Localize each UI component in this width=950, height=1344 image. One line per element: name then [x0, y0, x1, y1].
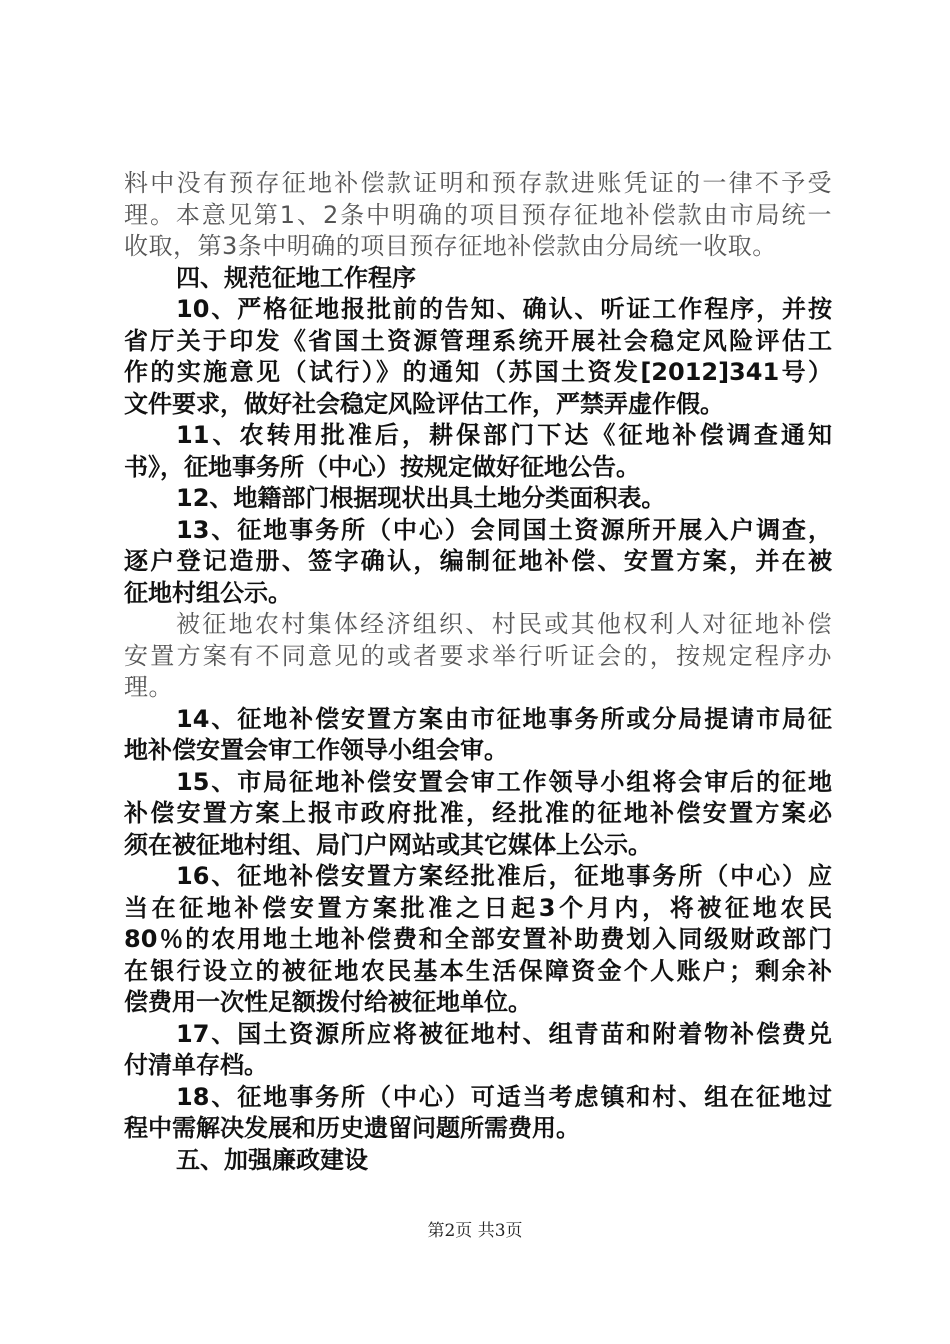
text-line: 料中没有预存征地补偿款证明和预存款进账凭证的一律不予受 — [124, 169, 832, 197]
text-line: 程中需解决发展和历史遗留问题所需费用。 — [124, 1114, 580, 1142]
text-line: 16、征地补偿安置方案经批准后，征地事务所（中心）应 — [176, 862, 832, 890]
text-line: 付清单存档。 — [124, 1051, 268, 1079]
text-line: 14、征地补偿安置方案由市征地事务所或分局提请市局征 — [176, 704, 832, 733]
text-line: 11、农转用批准后，耕保部门下达《征地补偿调查通知 — [176, 421, 832, 449]
text-line: 10、严格征地报批前的告知、确认、听证工作程序，并按 — [176, 295, 832, 323]
page-footer: 第2页 共3页 — [427, 1221, 523, 1241]
document-body — [124, 168, 832, 1176]
text-line: 当在征地补偿安置方案批准之日起3个月内，将被征地农民 — [124, 893, 832, 922]
text-line: 须在被征地村组、局门户网站或其它媒体上公示。 — [124, 830, 652, 859]
text-line: 文件要求，做好社会稳定风险评估工作，严禁弄虚作假。 — [124, 389, 724, 418]
text-line: 理。本意见第1、2条中明确的项目预存征地补偿款由市局统一 — [124, 200, 832, 229]
text-line: 理。 — [124, 673, 173, 701]
text-line: 四、规范征地工作程序 — [176, 263, 416, 292]
text-line: 省厅关于印发《省国土资源管理系统开展社会稳定风险评估工 — [124, 326, 832, 355]
text-line: 被征地农村集体经济组织、村民或其他权利人对征地补偿 — [176, 610, 832, 638]
text-line: 安置方案有不同意见的或者要求举行听证会的，按规定程序办 — [124, 641, 832, 670]
text-line: 补偿安置方案上报市政府批准，经批准的征地补偿安置方案必 — [124, 799, 832, 827]
text-line: 18、征地事务所（中心）可适当考虑镇和村、组在征地过 — [176, 1082, 832, 1111]
text-line: 偿费用一次性足额拨付给被征地单位。 — [124, 988, 532, 1016]
text-line: 15、市局征地补偿安置会审工作领导小组将会审后的征地 — [176, 767, 832, 796]
text-line: 五、加强廉政建设 — [176, 1145, 368, 1174]
text-line: 80％的农用地土地补偿费和全部安置补助费划入同级财政部门 — [124, 925, 832, 953]
text-line: 12、地籍部门根据现状出具土地分类面积表。 — [176, 484, 666, 512]
text-line: 征地村组公示。 — [124, 578, 292, 607]
text-line: 13、征地事务所（中心）会同国土资源所开展入户调查， — [176, 515, 832, 544]
text-line: 地补偿安置会审工作领导小组会审。 — [124, 736, 508, 764]
text-line: 在银行设立的被征地农民基本生活保障资金个人账户；剩余补 — [124, 956, 832, 985]
text-line: 17、国土资源所应将被征地村、组青苗和附着物补偿费兑 — [176, 1019, 832, 1048]
text-line: 作的实施意见（试行）》的通知（苏国土资发[2012]341号） — [124, 358, 832, 386]
text-line: 收取，第3条中明确的项目预存征地补偿款由分局统一收取。 — [124, 232, 777, 260]
text-line: 书》，征地事务所（中心）按规定做好征地公告。 — [124, 452, 640, 481]
text-line: 逐户登记造册、签字确认，编制征地补偿、安置方案，并在被 — [124, 547, 832, 575]
